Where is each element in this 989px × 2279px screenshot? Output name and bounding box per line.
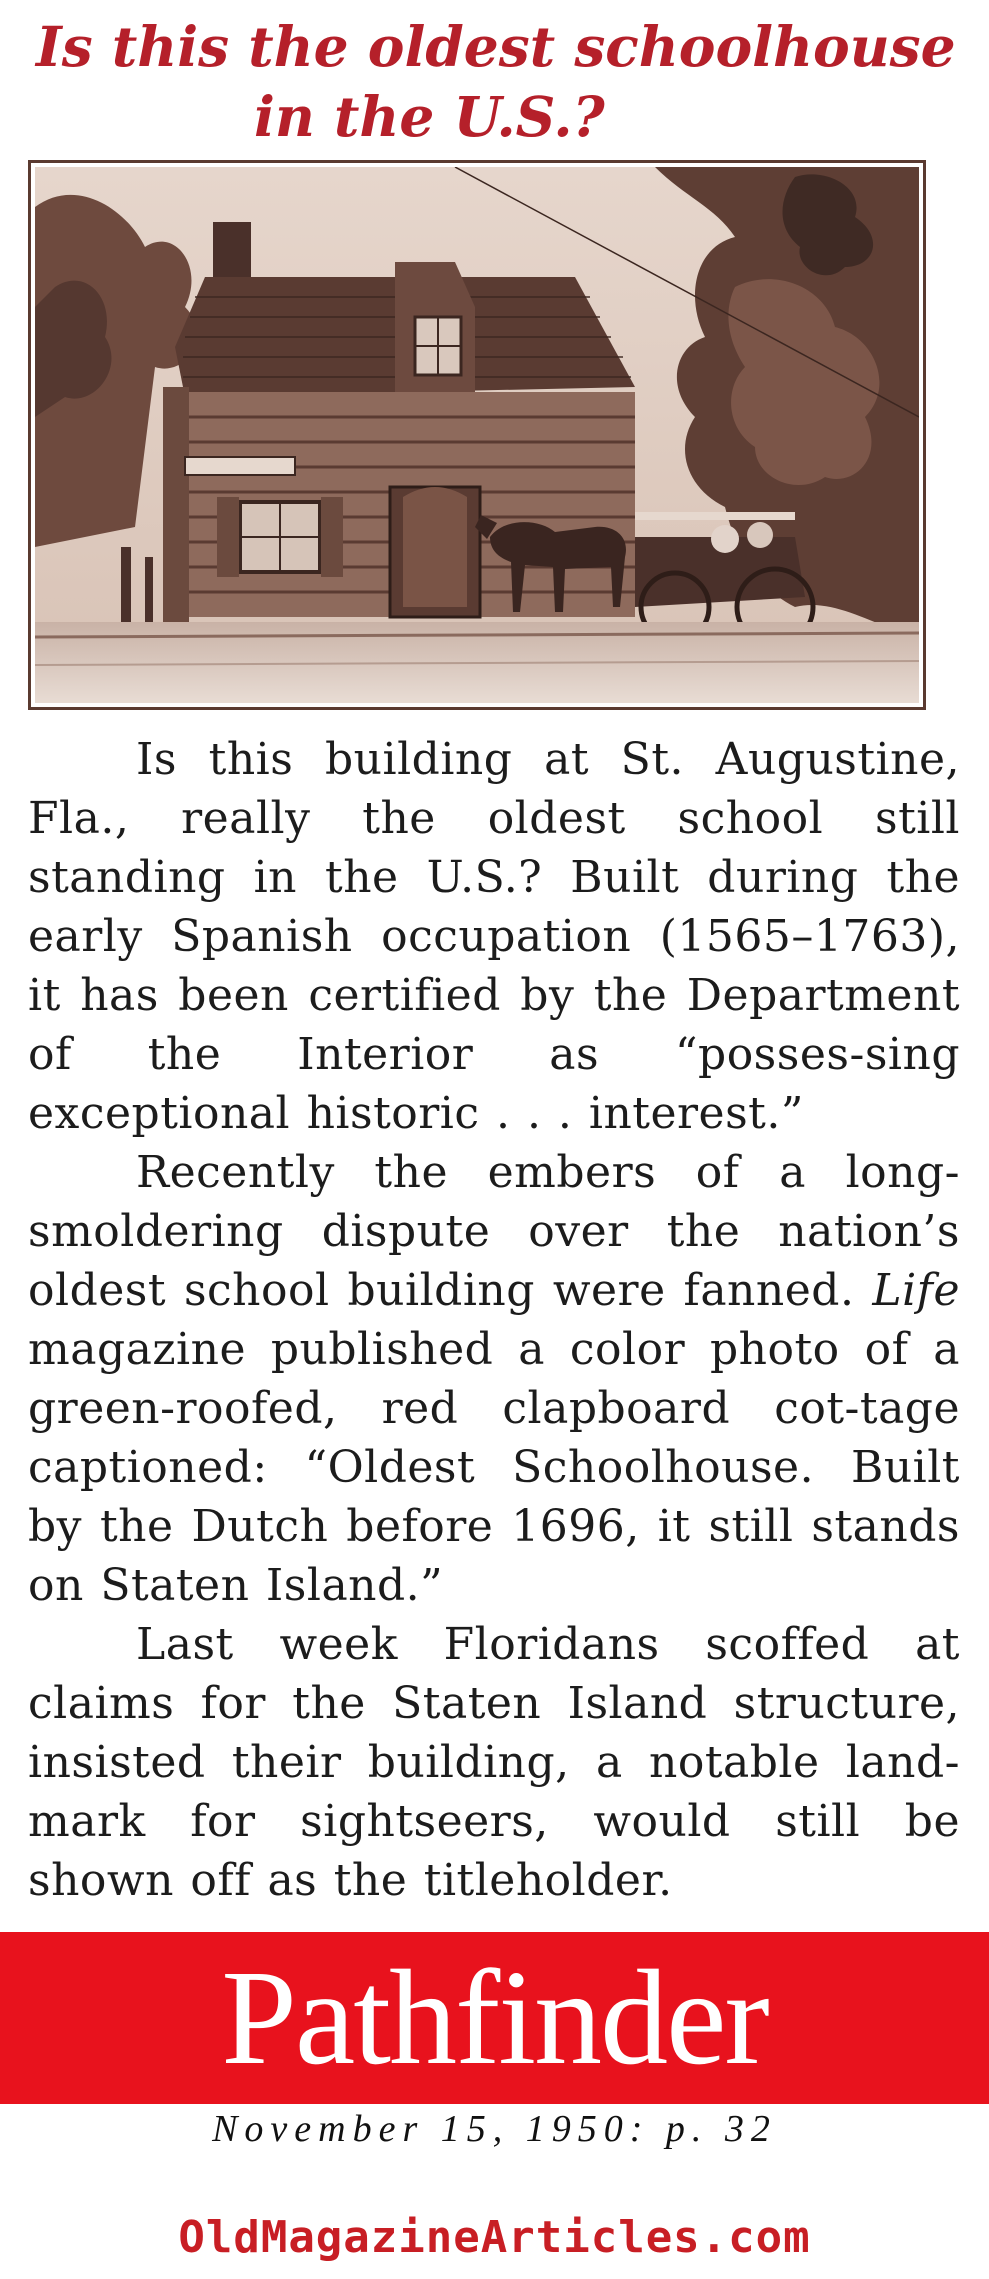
schoolhouse-photo [28, 160, 926, 710]
article-body [28, 730, 960, 1910]
masthead-banner [0, 1932, 989, 2104]
paragraph-3: Last week Floridans scoffed at claims for the Staten Island structure, insisted their building, a notable land-mark for sightseers, would still be shown off as the titleholder. [28, 1619, 960, 1906]
paragraph-2-text: Recently the embers of a long-smoldering dispute over the nation’s oldest school building were fanned. [28, 1147, 960, 1316]
magazine-name-life: Life [872, 1265, 960, 1316]
dateline: November 15, 1950: p. 32 [212, 2108, 777, 2150]
headline-line-2: in the U.S.? [254, 84, 605, 149]
paragraph-2-continued: magazine published a color photo of a green-roofed, red clapboard cot-tage captioned: “Oldest Schoolhouse. Built by the Dutch before 1696, it still stands on Staten Island.” [28, 1324, 960, 1611]
paragraph-1: Is this building at St. Augustine, Fla., really the oldest school still standing in the U.S.? Built during the early Spanish occupation (1565–1763), it has been certified by the Department of the Interior as “posses-sing exceptional historic . . . interest.” [28, 734, 960, 1139]
paragraph-2 [28, 1143, 960, 1615]
headline-line-1: Is this the oldest schoolhouse [36, 14, 956, 79]
masthead-title: Pathfinder [221, 1943, 768, 2093]
site-watermark: OldMagazineArticles.com [178, 2212, 811, 2263]
photo-image [35, 167, 919, 703]
